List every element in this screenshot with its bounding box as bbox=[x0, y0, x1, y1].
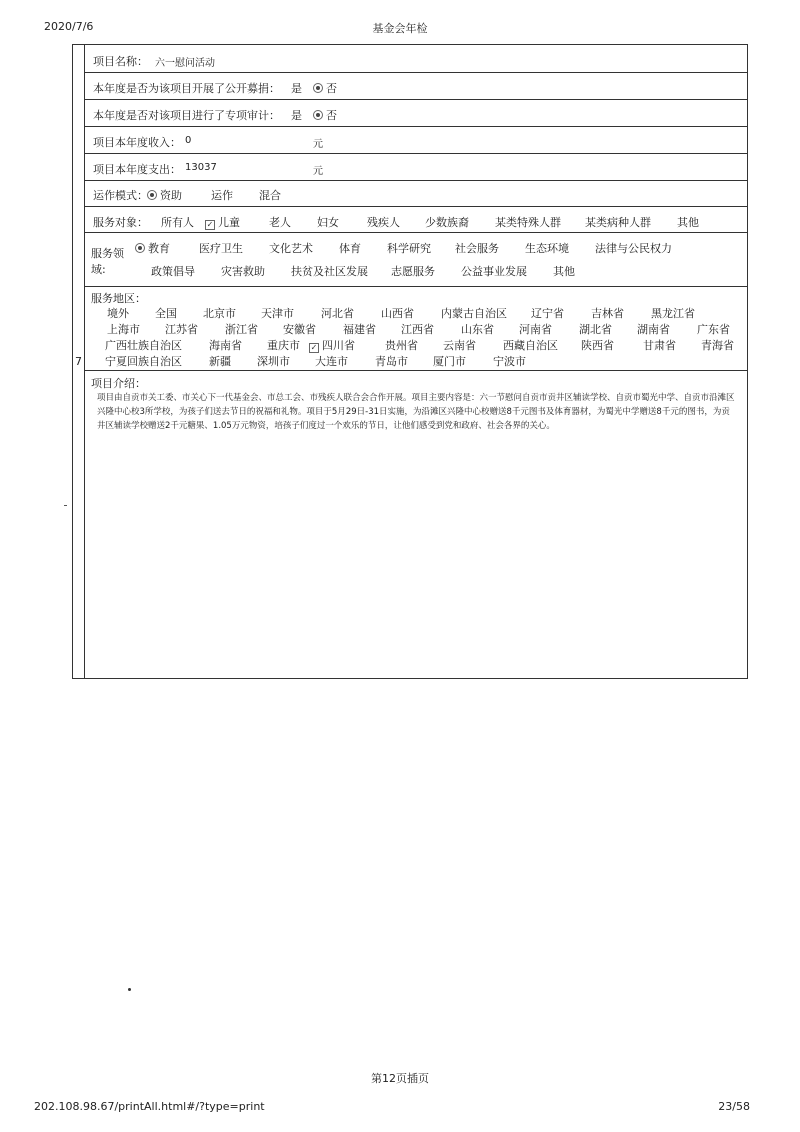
service-field-option[interactable]: 体育 bbox=[339, 242, 361, 255]
special-audit-yes: 是 bbox=[291, 109, 302, 122]
region-option[interactable]: 海南省 bbox=[209, 339, 242, 352]
region-option[interactable]: 福建省 bbox=[343, 323, 376, 336]
region-option[interactable]: 厦门市 bbox=[433, 355, 466, 368]
row-public-fundraising bbox=[85, 73, 747, 100]
intro-text: 项目由自贡市关工委、市关心下一代基金会、市总工会、市残疾人联合会合作开展。项目主要内容是：六一节慰问自贡市贡井区辅读学校、自贡市蜀光中学、自贡市沿滩区兴隆中心校3所学校，为孩子们送去节日的祝福和礼物。项目于5月29日-31日实施，为沿滩区兴隆中心校赠送8千元图书及体育器材，为蜀光中学赠送8千元的图书，为贡井区辅读学校赠送2千元糖果、1.05万元物资，培孩子们度过一个欢乐的节日，让他们感受到党和政府、社会各界的关心。 bbox=[97, 393, 735, 431]
service-target-option[interactable]: 某类病种人群 bbox=[585, 216, 651, 229]
service-field-option[interactable]: 科学研究 bbox=[387, 242, 431, 255]
radio-icon bbox=[147, 190, 157, 200]
margin-tick bbox=[64, 505, 67, 506]
region-option[interactable]: 上海市 bbox=[107, 323, 140, 336]
region-option[interactable]: 青岛市 bbox=[375, 355, 408, 368]
service-target-option[interactable]: ✓ 儿童 bbox=[206, 216, 240, 229]
row-expense bbox=[85, 154, 747, 181]
service-field-option[interactable]: 扶贫及社区发展 bbox=[291, 265, 368, 278]
print-date: 2020/7/6 bbox=[44, 20, 94, 33]
region-option[interactable]: 山西省 bbox=[381, 307, 414, 320]
service-field-label: 服务领 bbox=[91, 247, 124, 260]
region-option[interactable]: 湖北省 bbox=[579, 323, 612, 336]
service-field-option[interactable]: 其他 bbox=[553, 265, 575, 278]
operation-mode-option[interactable]: 运作 bbox=[211, 189, 233, 202]
service-field-option[interactable]: 教育 bbox=[135, 240, 170, 256]
public-fundraising-no-option[interactable]: 否 bbox=[313, 80, 337, 96]
footer-page-number: 23/58 bbox=[718, 1100, 750, 1113]
service-field-option[interactable]: 法律与公民权力 bbox=[595, 242, 672, 255]
region-option[interactable]: 重庆市 bbox=[267, 339, 300, 352]
region-option[interactable]: 深圳市 bbox=[257, 355, 290, 368]
region-option[interactable]: 甘肃省 bbox=[643, 339, 676, 352]
service-target-option[interactable]: 少数族裔 bbox=[425, 216, 469, 229]
expense-unit: 元 bbox=[313, 166, 323, 177]
region-option[interactable]: 辽宁省 bbox=[531, 307, 564, 320]
income-label: 项目本年度收入： bbox=[93, 136, 181, 149]
project-table bbox=[72, 44, 748, 679]
region-option[interactable]: 广东省 bbox=[697, 323, 730, 336]
footer-url: 202.108.98.67/printAll.html#/?type=print bbox=[34, 1100, 265, 1113]
row-service-target bbox=[85, 207, 747, 233]
region-option[interactable]: 贵州省 bbox=[385, 339, 418, 352]
row-number-column bbox=[73, 45, 85, 678]
intro-label: 项目介绍： bbox=[91, 377, 146, 390]
region-option[interactable]: 北京市 bbox=[203, 307, 236, 320]
public-fundraising-label: 本年度是否为该项目开展了公开募捐： bbox=[93, 82, 280, 95]
special-audit-label: 本年度是否对该项目进行了专项审计： bbox=[93, 109, 280, 122]
region-option[interactable]: ✓ 四川省 bbox=[310, 339, 355, 352]
service-field-option[interactable]: 社会服务 bbox=[455, 242, 499, 255]
region-option[interactable]: 陕西省 bbox=[581, 339, 614, 352]
region-option[interactable]: 湖南省 bbox=[637, 323, 670, 336]
operation-mode-option[interactable]: 混合 bbox=[259, 189, 281, 202]
region-option[interactable]: 大连市 bbox=[315, 355, 348, 368]
region-option[interactable]: 浙江省 bbox=[225, 323, 258, 336]
region-option[interactable]: 安徽省 bbox=[283, 323, 316, 336]
region-option[interactable]: 青海省 bbox=[701, 339, 734, 352]
region-option[interactable]: 江西省 bbox=[401, 323, 434, 336]
service-region-label: 服务地区： bbox=[91, 292, 146, 305]
checkbox-checked-icon: ✓ bbox=[206, 220, 214, 229]
region-option[interactable]: 天津市 bbox=[261, 307, 294, 320]
page-insert-label: 第12页插页 bbox=[371, 1072, 429, 1085]
service-target-option[interactable]: 老人 bbox=[269, 216, 291, 229]
region-option[interactable]: 广西壮族自治区 bbox=[105, 339, 182, 352]
service-field-option[interactable]: 医疗卫生 bbox=[199, 242, 243, 255]
row-number: 7 bbox=[75, 355, 82, 368]
row-income bbox=[85, 127, 747, 154]
region-option[interactable]: 黑龙江省 bbox=[651, 307, 695, 320]
region-option[interactable]: 新疆 bbox=[209, 355, 231, 368]
service-field-option[interactable]: 灾害救助 bbox=[221, 265, 265, 278]
project-name-label: 项目名称： bbox=[93, 55, 148, 68]
service-field-option[interactable]: 生态环境 bbox=[525, 242, 569, 255]
radio-icon bbox=[313, 110, 323, 120]
region-option[interactable]: 宁波市 bbox=[493, 355, 526, 368]
service-target-option[interactable]: 残疾人 bbox=[367, 216, 400, 229]
service-field-option[interactable]: 文化艺术 bbox=[269, 242, 313, 255]
service-target-label: 服务对象： bbox=[93, 216, 148, 229]
expense-value: 13037 bbox=[185, 162, 217, 173]
region-option[interactable]: 江苏省 bbox=[165, 323, 198, 336]
service-target-option[interactable]: 某类特殊人群 bbox=[495, 216, 561, 229]
income-unit: 元 bbox=[313, 139, 323, 150]
public-fundraising-yes: 是 bbox=[291, 82, 302, 95]
page-title: 基金会年检 bbox=[372, 22, 428, 35]
region-option[interactable]: 西藏自治区 bbox=[503, 339, 558, 352]
project-name-value: 六一慰问活动 bbox=[155, 58, 215, 69]
region-option[interactable]: 内蒙古自治区 bbox=[441, 307, 507, 320]
operation-mode-option[interactable]: 资助 bbox=[147, 187, 182, 203]
row-special-audit bbox=[85, 100, 747, 127]
service-field-option[interactable]: 志愿服务 bbox=[391, 265, 435, 278]
expense-label: 项目本年度支出： bbox=[93, 163, 181, 176]
service-field-label-cont: 域: bbox=[91, 263, 106, 276]
checkbox-checked-icon: ✓ bbox=[310, 343, 318, 352]
operation-mode-label: 运作模式： bbox=[93, 189, 148, 202]
row-service-field bbox=[85, 233, 747, 287]
region-option[interactable]: 河南省 bbox=[519, 323, 552, 336]
income-value: 0 bbox=[185, 135, 192, 146]
service-target-option[interactable]: 妇女 bbox=[317, 216, 339, 229]
region-option[interactable]: 山东省 bbox=[461, 323, 494, 336]
radio-icon bbox=[135, 243, 145, 253]
radio-icon bbox=[313, 83, 323, 93]
stray-dot bbox=[128, 988, 131, 991]
service-target-option[interactable]: 所有人 bbox=[161, 216, 194, 229]
service-target-option[interactable]: 其他 bbox=[677, 216, 699, 229]
region-option[interactable]: 宁夏回族自治区 bbox=[105, 355, 182, 368]
row-operation-mode bbox=[85, 181, 747, 207]
row-service-region bbox=[85, 287, 747, 371]
region-option[interactable]: 全国 bbox=[155, 307, 177, 320]
row-project-name bbox=[85, 45, 747, 73]
region-option[interactable]: 吉林省 bbox=[591, 307, 624, 320]
special-audit-no-option[interactable]: 否 bbox=[313, 107, 337, 123]
service-field-option[interactable]: 公益事业发展 bbox=[461, 265, 527, 278]
region-option[interactable]: 境外 bbox=[107, 307, 129, 320]
region-option[interactable]: 云南省 bbox=[443, 339, 476, 352]
service-field-option[interactable]: 政策倡导 bbox=[151, 265, 195, 278]
region-option[interactable]: 河北省 bbox=[321, 307, 354, 320]
row-project-intro bbox=[85, 371, 747, 678]
